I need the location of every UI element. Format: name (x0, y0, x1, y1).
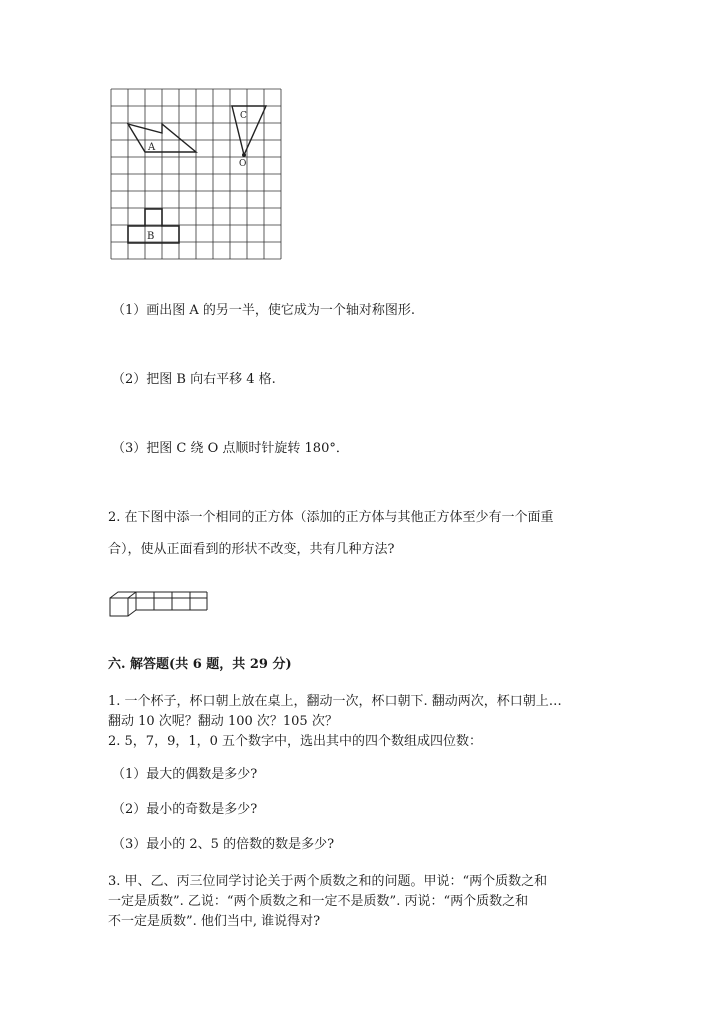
cube-front-top (128, 592, 136, 598)
cube-back-edge (128, 592, 207, 598)
grid-lines (111, 89, 281, 259)
q1-sub1: （1）画出图 A 的另一半，使它成为一个轴对称图形. (112, 303, 416, 318)
problem-2-sub2: （2）最小的奇数是多少? (112, 802, 258, 817)
problem-3-line2: 一定是质数”. 乙说：“两个质数之和一定不是质数”. 丙说：“两个质数之和 (108, 894, 529, 909)
q1-sub3: （3）把图 C 绕 O 点顺时针旋转 180°． (112, 441, 349, 456)
problem-2-intro: 2. 5，7，9，1，0 五个数字中，选出其中的四个数组成四位数： (108, 734, 483, 749)
cube-front (110, 598, 128, 616)
point-o (242, 153, 246, 157)
problem-3-line1: 3. 甲、乙、丙三位同学讨论关于两个质数之和的问题。甲说：“两个质数之和 (108, 874, 548, 889)
problem-3-line3: 不一定是质数”. 他们当中, 谁说得对? (108, 914, 321, 929)
label-c: C (240, 111, 247, 121)
cube-top-edge (110, 592, 207, 598)
cube-row-figure (108, 590, 210, 620)
label-b: B (147, 231, 155, 242)
shape-c (232, 106, 266, 155)
label-o: O (239, 159, 247, 169)
label-a: A (148, 142, 156, 153)
problem-1-line2: 翻动 10 次呢？翻动 100 次？105 次？ (108, 714, 338, 729)
q1-sub2: （2）把图 B 向右平移 4 格. (112, 372, 276, 387)
q2-line1: 2. 在下图中添一个相同的正方体（添加的正方体与其他正方体至少有一个面重 (108, 510, 554, 525)
problem-1-line1: 1. 一个杯子，杯口朝上放在桌上，翻动一次，杯口朝下. 翻动两次，杯口朝上… (108, 694, 562, 709)
cube-bottom-edge (128, 610, 136, 616)
problem-2-sub3: （3）最小的 2、5 的倍数的数是多少? (112, 837, 335, 852)
problem-2-sub1: （1）最大的偶数是多少? (112, 767, 258, 782)
q2-line2: 合），使从正面看到的形状不改变，共有几种方法? (108, 542, 395, 557)
grid-figure (109, 87, 285, 261)
section-6-title: 六. 解答题(共 6 题，共 29 分) (108, 657, 292, 672)
